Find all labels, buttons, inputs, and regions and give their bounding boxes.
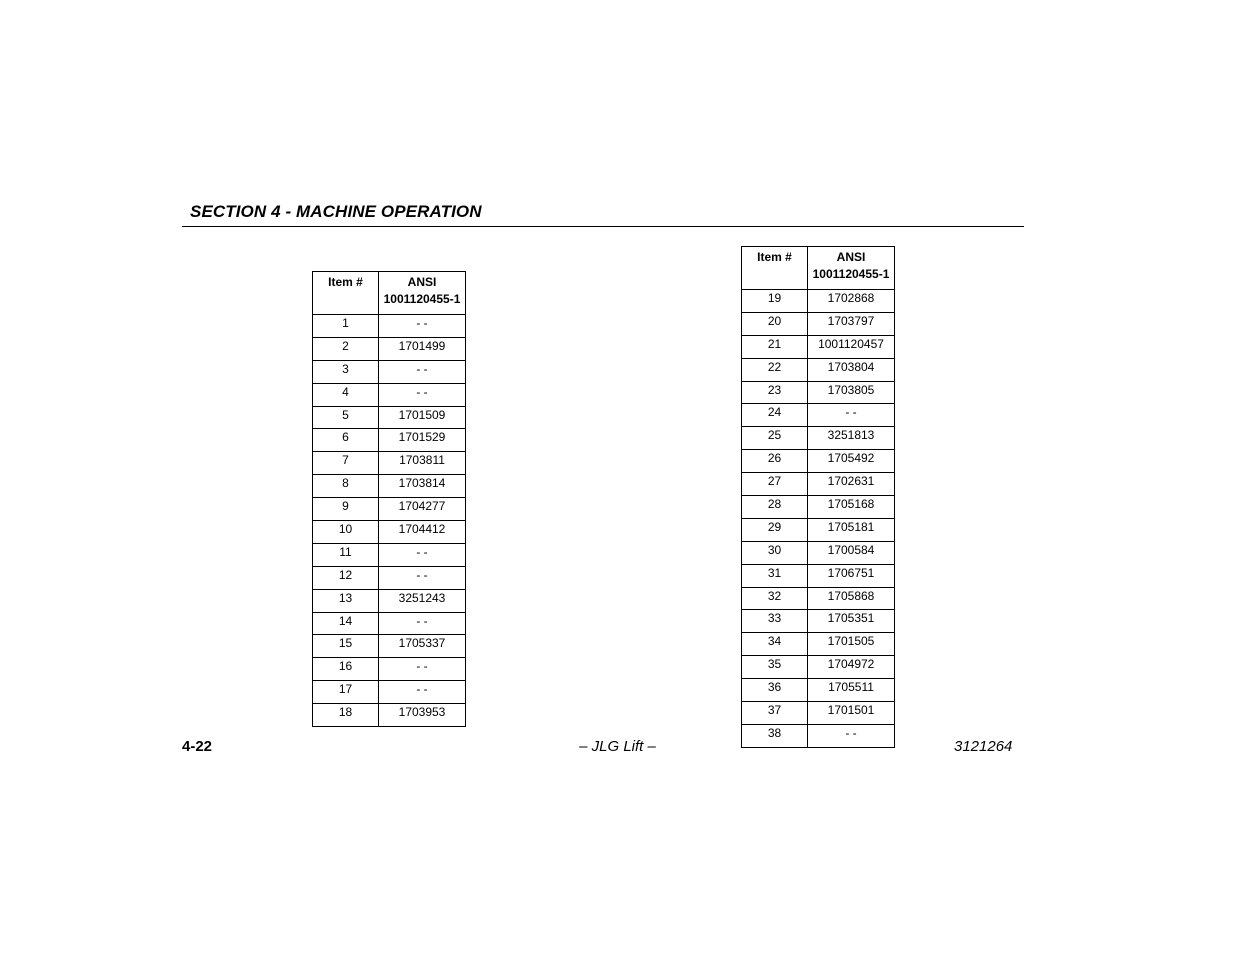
item-number-cell: 24 [742, 404, 808, 427]
table-row [313, 452, 466, 475]
table-row [313, 406, 466, 429]
table-row [313, 704, 466, 727]
item-number-cell: 3 [313, 360, 379, 383]
ansi-column-header: ANSI 1001120455-1 [808, 247, 895, 290]
ansi-part-number-cell: 1700584 [808, 541, 895, 564]
ansi-part-number-cell: 1703797 [808, 312, 895, 335]
item-number-cell: 14 [313, 612, 379, 635]
table-row [313, 337, 466, 360]
ansi-part-number-cell: - - [379, 315, 466, 338]
ansi-part-number-cell: 1701499 [379, 337, 466, 360]
parts-table-left [312, 271, 466, 727]
table-row [742, 610, 895, 633]
ansi-part-number-cell: 1705168 [808, 496, 895, 519]
item-number-cell: 5 [313, 406, 379, 429]
item-number-cell: 8 [313, 475, 379, 498]
parts-table-right-body [742, 290, 895, 748]
item-number-cell: 12 [313, 566, 379, 589]
ansi-part-number-cell: - - [379, 543, 466, 566]
ansi-part-number-cell: - - [808, 404, 895, 427]
ansi-part-number-cell: 1701529 [379, 429, 466, 452]
table-row [313, 429, 466, 452]
table-row [742, 518, 895, 541]
table-row [742, 358, 895, 381]
item-number-cell: 36 [742, 679, 808, 702]
item-number-cell: 15 [313, 635, 379, 658]
table-row [313, 521, 466, 544]
item-number-cell: 38 [742, 724, 808, 747]
ansi-part-number-cell: 1705351 [808, 610, 895, 633]
item-number-cell: 11 [313, 543, 379, 566]
item-number-cell: 37 [742, 702, 808, 725]
table-row [313, 383, 466, 406]
table-row [742, 587, 895, 610]
item-number-cell: 34 [742, 633, 808, 656]
table-row [313, 498, 466, 521]
ansi-part-number-cell: 1703804 [808, 358, 895, 381]
item-number-cell: 21 [742, 335, 808, 358]
ansi-part-number-cell: 1705868 [808, 587, 895, 610]
item-column-header: Item # [313, 272, 379, 315]
item-number-cell: 10 [313, 521, 379, 544]
ansi-part-number-cell: 1706751 [808, 564, 895, 587]
parts-table-right [741, 246, 895, 748]
ansi-part-number-cell: 1701501 [808, 702, 895, 725]
table-row [742, 335, 895, 358]
item-number-cell: 22 [742, 358, 808, 381]
item-number-cell: 30 [742, 541, 808, 564]
document-number: 3121264 [954, 738, 1013, 755]
item-number-cell: 28 [742, 496, 808, 519]
table-header-row [313, 272, 466, 315]
table-row [313, 360, 466, 383]
item-number-cell: 23 [742, 381, 808, 404]
item-column-header: Item # [742, 247, 808, 290]
ansi-part-number-cell: 3251813 [808, 427, 895, 450]
item-number-cell: 20 [742, 312, 808, 335]
table-row [313, 315, 466, 338]
ansi-part-number-cell: 1702868 [808, 290, 895, 313]
item-number-cell: 6 [313, 429, 379, 452]
ansi-part-number-cell: 1701509 [379, 406, 466, 429]
ansi-part-number-cell: 1703814 [379, 475, 466, 498]
table-row [742, 312, 895, 335]
item-number-cell: 32 [742, 587, 808, 610]
table-row [742, 679, 895, 702]
table-row [742, 404, 895, 427]
item-number-cell: 26 [742, 450, 808, 473]
table-row [742, 496, 895, 519]
table-row [313, 589, 466, 612]
item-number-cell: 4 [313, 383, 379, 406]
ansi-part-number-cell: 1703811 [379, 452, 466, 475]
table-row [742, 702, 895, 725]
table-row [313, 475, 466, 498]
ansi-part-number-cell: - - [379, 383, 466, 406]
table-row [742, 450, 895, 473]
ansi-part-number-cell: 3251243 [379, 589, 466, 612]
header-divider [182, 226, 1024, 227]
table-header-row [742, 247, 895, 290]
item-number-cell: 7 [313, 452, 379, 475]
ansi-part-number-cell: - - [379, 566, 466, 589]
page-number: 4-22 [182, 738, 213, 755]
table-row [313, 635, 466, 658]
table-row [742, 290, 895, 313]
table-row [742, 541, 895, 564]
table-row [742, 656, 895, 679]
ansi-part-number-cell: - - [379, 658, 466, 681]
item-number-cell: 13 [313, 589, 379, 612]
table-row [313, 566, 466, 589]
ansi-part-number-cell: - - [808, 724, 895, 747]
table-row [742, 564, 895, 587]
table-row [313, 543, 466, 566]
item-number-cell: 35 [742, 656, 808, 679]
item-number-cell: 17 [313, 681, 379, 704]
ansi-part-number-cell: 1704972 [808, 656, 895, 679]
item-number-cell: 16 [313, 658, 379, 681]
item-number-cell: 27 [742, 473, 808, 496]
footer-brand: – JLG Lift – [579, 738, 656, 755]
ansi-part-number-cell: 1703805 [808, 381, 895, 404]
ansi-part-number-cell: 1705181 [808, 518, 895, 541]
ansi-part-number-cell: - - [379, 681, 466, 704]
parts-table-left-body [313, 315, 466, 727]
item-number-cell: 2 [313, 337, 379, 360]
table-row [313, 681, 466, 704]
table-row [742, 633, 895, 656]
ansi-part-number-cell: 1705511 [808, 679, 895, 702]
section-title: SECTION 4 - MACHINE OPERATION [190, 202, 482, 221]
item-number-cell: 33 [742, 610, 808, 633]
ansi-part-number-cell: 1705492 [808, 450, 895, 473]
table-row [313, 658, 466, 681]
ansi-part-number-cell: - - [379, 360, 466, 383]
item-number-cell: 19 [742, 290, 808, 313]
ansi-part-number-cell: 1704412 [379, 521, 466, 544]
item-number-cell: 9 [313, 498, 379, 521]
table-row [742, 473, 895, 496]
ansi-part-number-cell: 1703953 [379, 704, 466, 727]
item-number-cell: 31 [742, 564, 808, 587]
ansi-part-number-cell: - - [379, 612, 466, 635]
ansi-part-number-cell: 1702631 [808, 473, 895, 496]
ansi-column-header: ANSI 1001120455-1 [379, 272, 466, 315]
table-row [742, 427, 895, 450]
ansi-part-number-cell: 1704277 [379, 498, 466, 521]
item-number-cell: 18 [313, 704, 379, 727]
table-row [313, 612, 466, 635]
item-number-cell: 29 [742, 518, 808, 541]
ansi-part-number-cell: 1701505 [808, 633, 895, 656]
item-number-cell: 1 [313, 315, 379, 338]
ansi-part-number-cell: 1001120457 [808, 335, 895, 358]
table-row [742, 381, 895, 404]
ansi-part-number-cell: 1705337 [379, 635, 466, 658]
item-number-cell: 25 [742, 427, 808, 450]
